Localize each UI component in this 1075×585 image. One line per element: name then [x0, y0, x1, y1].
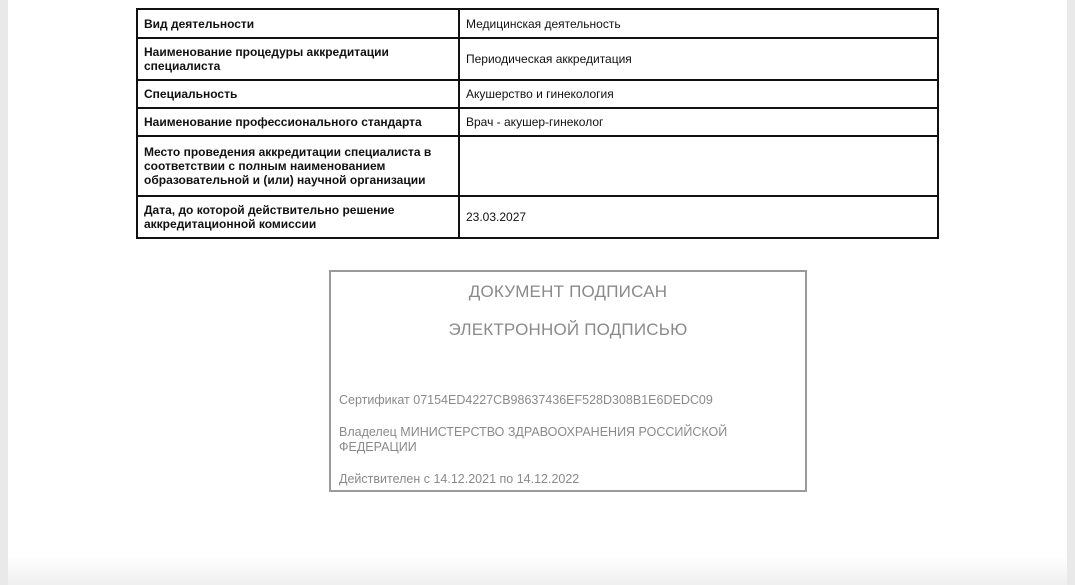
row-label-professional-standard: Наименование профессионального стандарта [137, 108, 459, 136]
row-label-activity-type: Вид деятельности [137, 9, 459, 38]
row-value-professional-standard: Врач - акушер-гинеколог [459, 108, 938, 136]
row-label-decision-valid-until: Дата, до которой действительно решение аккредитационной комиссии [137, 196, 459, 238]
row-value-specialty: Акушерство и гинекология [459, 80, 938, 108]
stamp-certificate: Сертификат 07154ED4227CB98637436EF528D308B1E6DEDC09 [339, 393, 713, 407]
accreditation-info-table [136, 8, 939, 239]
page-shadow [8, 555, 1067, 585]
document-page [8, 0, 1067, 585]
table-row [137, 9, 938, 38]
electronic-signature-stamp [329, 270, 807, 492]
row-value-accreditation-place [459, 136, 938, 196]
row-value-activity-type: Медицинская деятельность [459, 9, 938, 38]
stamp-title-line-1: ДОКУМЕНТ ПОДПИСАН [468, 282, 668, 301]
stamp-title-line-2: ЭЛЕКТРОННОЙ ПОДПИСЬЮ [448, 320, 688, 339]
table-row [137, 136, 938, 196]
row-value-decision-valid-until: 23.03.2027 [459, 196, 938, 238]
table-row [137, 196, 938, 238]
stamp-validity: Действителен с 14.12.2021 по 14.12.2022 [339, 472, 580, 486]
row-value-procedure-name: Периодическая аккредитация [459, 38, 938, 80]
table-row [137, 108, 938, 136]
row-label-specialty: Специальность [137, 80, 459, 108]
row-label-procedure-name: Наименование процедуры аккредитации специалиста [137, 38, 459, 80]
stamp-owner: Владелец МИНИСТЕРСТВО ЗДРАВООХРАНЕНИЯ РОССИЙСКОЙ ФЕДЕРАЦИИ [339, 425, 728, 454]
row-label-accreditation-place: Место проведения аккредитации специалиста в соответствии с полным наименованием образовательной и (или) научной организации [137, 136, 459, 196]
table-row [137, 38, 938, 80]
table-row [137, 80, 938, 108]
